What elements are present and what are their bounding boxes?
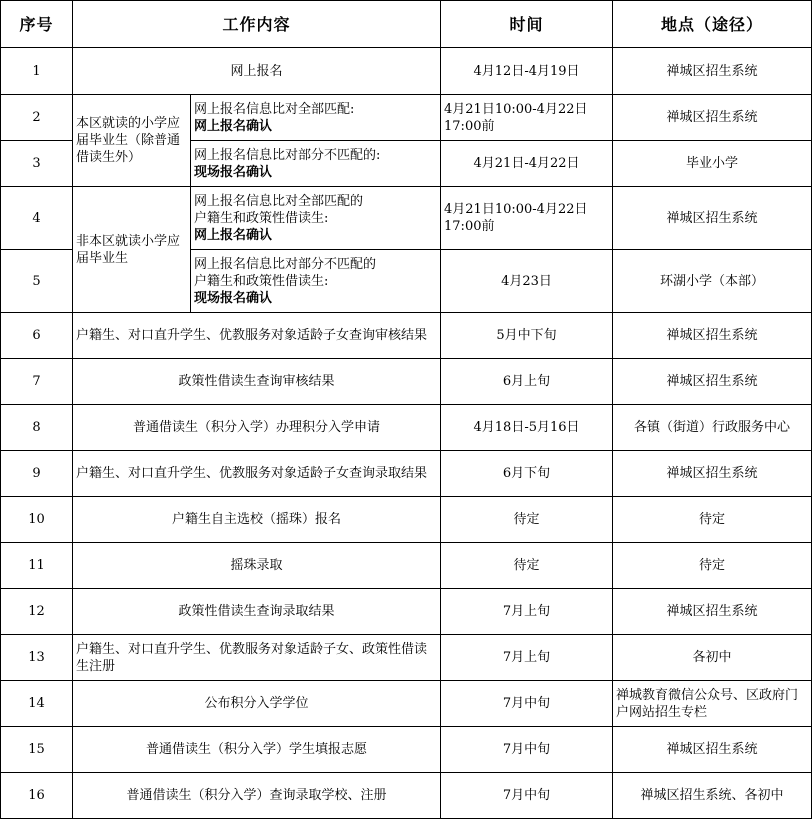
row-time: 7月中旬: [441, 681, 613, 727]
row-time: [441, 95, 613, 141]
row-place: 禅城区招生系统、各初中: [613, 773, 812, 819]
row-content: [191, 250, 441, 313]
table-row: [1, 359, 812, 405]
table-row: [1, 635, 812, 681]
table-row: [1, 681, 812, 727]
row-time: [441, 187, 613, 250]
content-line: 户籍生和政策性借读生:: [194, 273, 329, 289]
time-line: 17:00前: [444, 118, 495, 134]
row-time: 7月中旬: [441, 773, 613, 819]
row-number: 10: [1, 497, 73, 543]
table-row: [1, 773, 812, 819]
content-line: 网上报名信息比对全部匹配:: [194, 101, 355, 117]
row-number: 3: [1, 141, 73, 187]
header-place: 地点（途径）: [613, 1, 812, 48]
row-place: 禅城区招生系统: [613, 589, 812, 635]
row-content: [191, 95, 441, 141]
row-place: 待定: [613, 543, 812, 589]
table-row: [1, 95, 812, 141]
table-row: [1, 48, 812, 95]
row-number: 15: [1, 727, 73, 773]
row-place: 禅城区招生系统: [613, 359, 812, 405]
row-place: 禅城区招生系统: [613, 313, 812, 359]
header-no: 序号: [1, 1, 73, 48]
table-row: [1, 727, 812, 773]
row-time: 待定: [441, 497, 613, 543]
row-time: 待定: [441, 543, 613, 589]
content-emphasis: 网上报名确认: [194, 227, 273, 243]
row-place: 各初中: [613, 635, 812, 681]
row-content: 政策性借读生查询录取结果: [73, 589, 441, 635]
time-line: 4月21日10:00-4月22日: [444, 101, 588, 117]
row-content: 摇珠录取: [73, 543, 441, 589]
row-content: 普通借读生（积分入学）办理积分入学申请: [73, 405, 441, 451]
row-time: 7月上旬: [441, 635, 613, 681]
row-content: [191, 187, 441, 250]
row-place: 禅城区招生系统: [613, 451, 812, 497]
time-line: 4月21日10:00-4月22日: [444, 202, 588, 217]
row-time: 4月21日-4月22日: [441, 141, 613, 187]
row-number: 11: [1, 543, 73, 589]
table-row: [1, 405, 812, 451]
content-line: 网上报名信息比对部分不匹配的: [194, 256, 377, 272]
row-content: 普通借读生（积分入学）学生填报志愿: [73, 727, 441, 773]
row-place: 禅城区招生系统: [613, 48, 812, 95]
row-content: 户籍生、对口直升学生、优教服务对象适龄子女、政策性借读生注册: [73, 635, 441, 681]
row-number: 7: [1, 359, 73, 405]
row-content: 户籍生自主选校（摇珠）报名: [73, 497, 441, 543]
row-number: 9: [1, 451, 73, 497]
row-place: 禅城区招生系统: [613, 727, 812, 773]
row-time: 4月12日-4月19日: [441, 48, 613, 95]
content-line: 网上报名信息比对部分不匹配的:: [194, 147, 381, 163]
row-time: 5月中下旬: [441, 313, 613, 359]
row-number: 8: [1, 405, 73, 451]
row-place: 环湖小学（本部）: [613, 250, 812, 313]
row-place: 禅城教育微信公众号、区政府门户网站招生专栏: [613, 681, 812, 727]
row-time: 6月下旬: [441, 451, 613, 497]
row-content: [191, 141, 441, 187]
row-content: 户籍生、对口直升学生、优教服务对象适龄子女查询审核结果: [73, 313, 441, 359]
content-emphasis: 现场报名确认: [194, 164, 273, 180]
content-line: 户籍生和政策性借读生:: [194, 210, 329, 226]
table-row: [1, 543, 812, 589]
row-number: 2: [1, 95, 73, 141]
row-content: 网上报名: [73, 48, 441, 95]
row-place: 各镇（街道）行政服务中心: [613, 405, 812, 451]
row-content: 户籍生、对口直升学生、优教服务对象适龄子女查询录取结果: [73, 451, 441, 497]
row-number: 5: [1, 250, 73, 313]
row-time: 7月上旬: [441, 589, 613, 635]
time-line: 17:00前: [444, 219, 495, 234]
row-time: 4月18日-5月16日: [441, 405, 613, 451]
row-place: 待定: [613, 497, 812, 543]
row-place: 禅城区招生系统: [613, 187, 812, 250]
content-line: 网上报名信息比对全部匹配的: [194, 193, 364, 209]
row-number: 16: [1, 773, 73, 819]
table-row: [1, 451, 812, 497]
row-number: 14: [1, 681, 73, 727]
table-header-row: [1, 1, 812, 48]
row-place: 毕业小学: [613, 141, 812, 187]
row-time: 7月中旬: [441, 727, 613, 773]
header-time: 时间: [441, 1, 613, 48]
table-row: [1, 497, 812, 543]
row-time: 6月上旬: [441, 359, 613, 405]
content-emphasis: 网上报名确认: [194, 118, 273, 134]
row-number: 12: [1, 589, 73, 635]
row-number: 6: [1, 313, 73, 359]
row-time: 4月23日: [441, 250, 613, 313]
row-place: 禅城区招生系统: [613, 95, 812, 141]
table-row: [1, 589, 812, 635]
row-number: 1: [1, 48, 73, 95]
row-number: 4: [1, 187, 73, 250]
row-content: 普通借读生（积分入学）查询录取学校、注册: [73, 773, 441, 819]
row-content: 政策性借读生查询审核结果: [73, 359, 441, 405]
header-content: 工作内容: [73, 1, 441, 48]
table-row: [1, 187, 812, 250]
group-local-graduates: 本区就读的小学应届毕业生（除普通借读生外）: [73, 95, 191, 187]
group-nonlocal-graduates: 非本区就读小学应届毕业生: [73, 187, 191, 313]
row-number: 13: [1, 635, 73, 681]
row-content: 公布积分入学学位: [73, 681, 441, 727]
content-emphasis: 现场报名确认: [194, 290, 273, 306]
table-row: [1, 313, 812, 359]
